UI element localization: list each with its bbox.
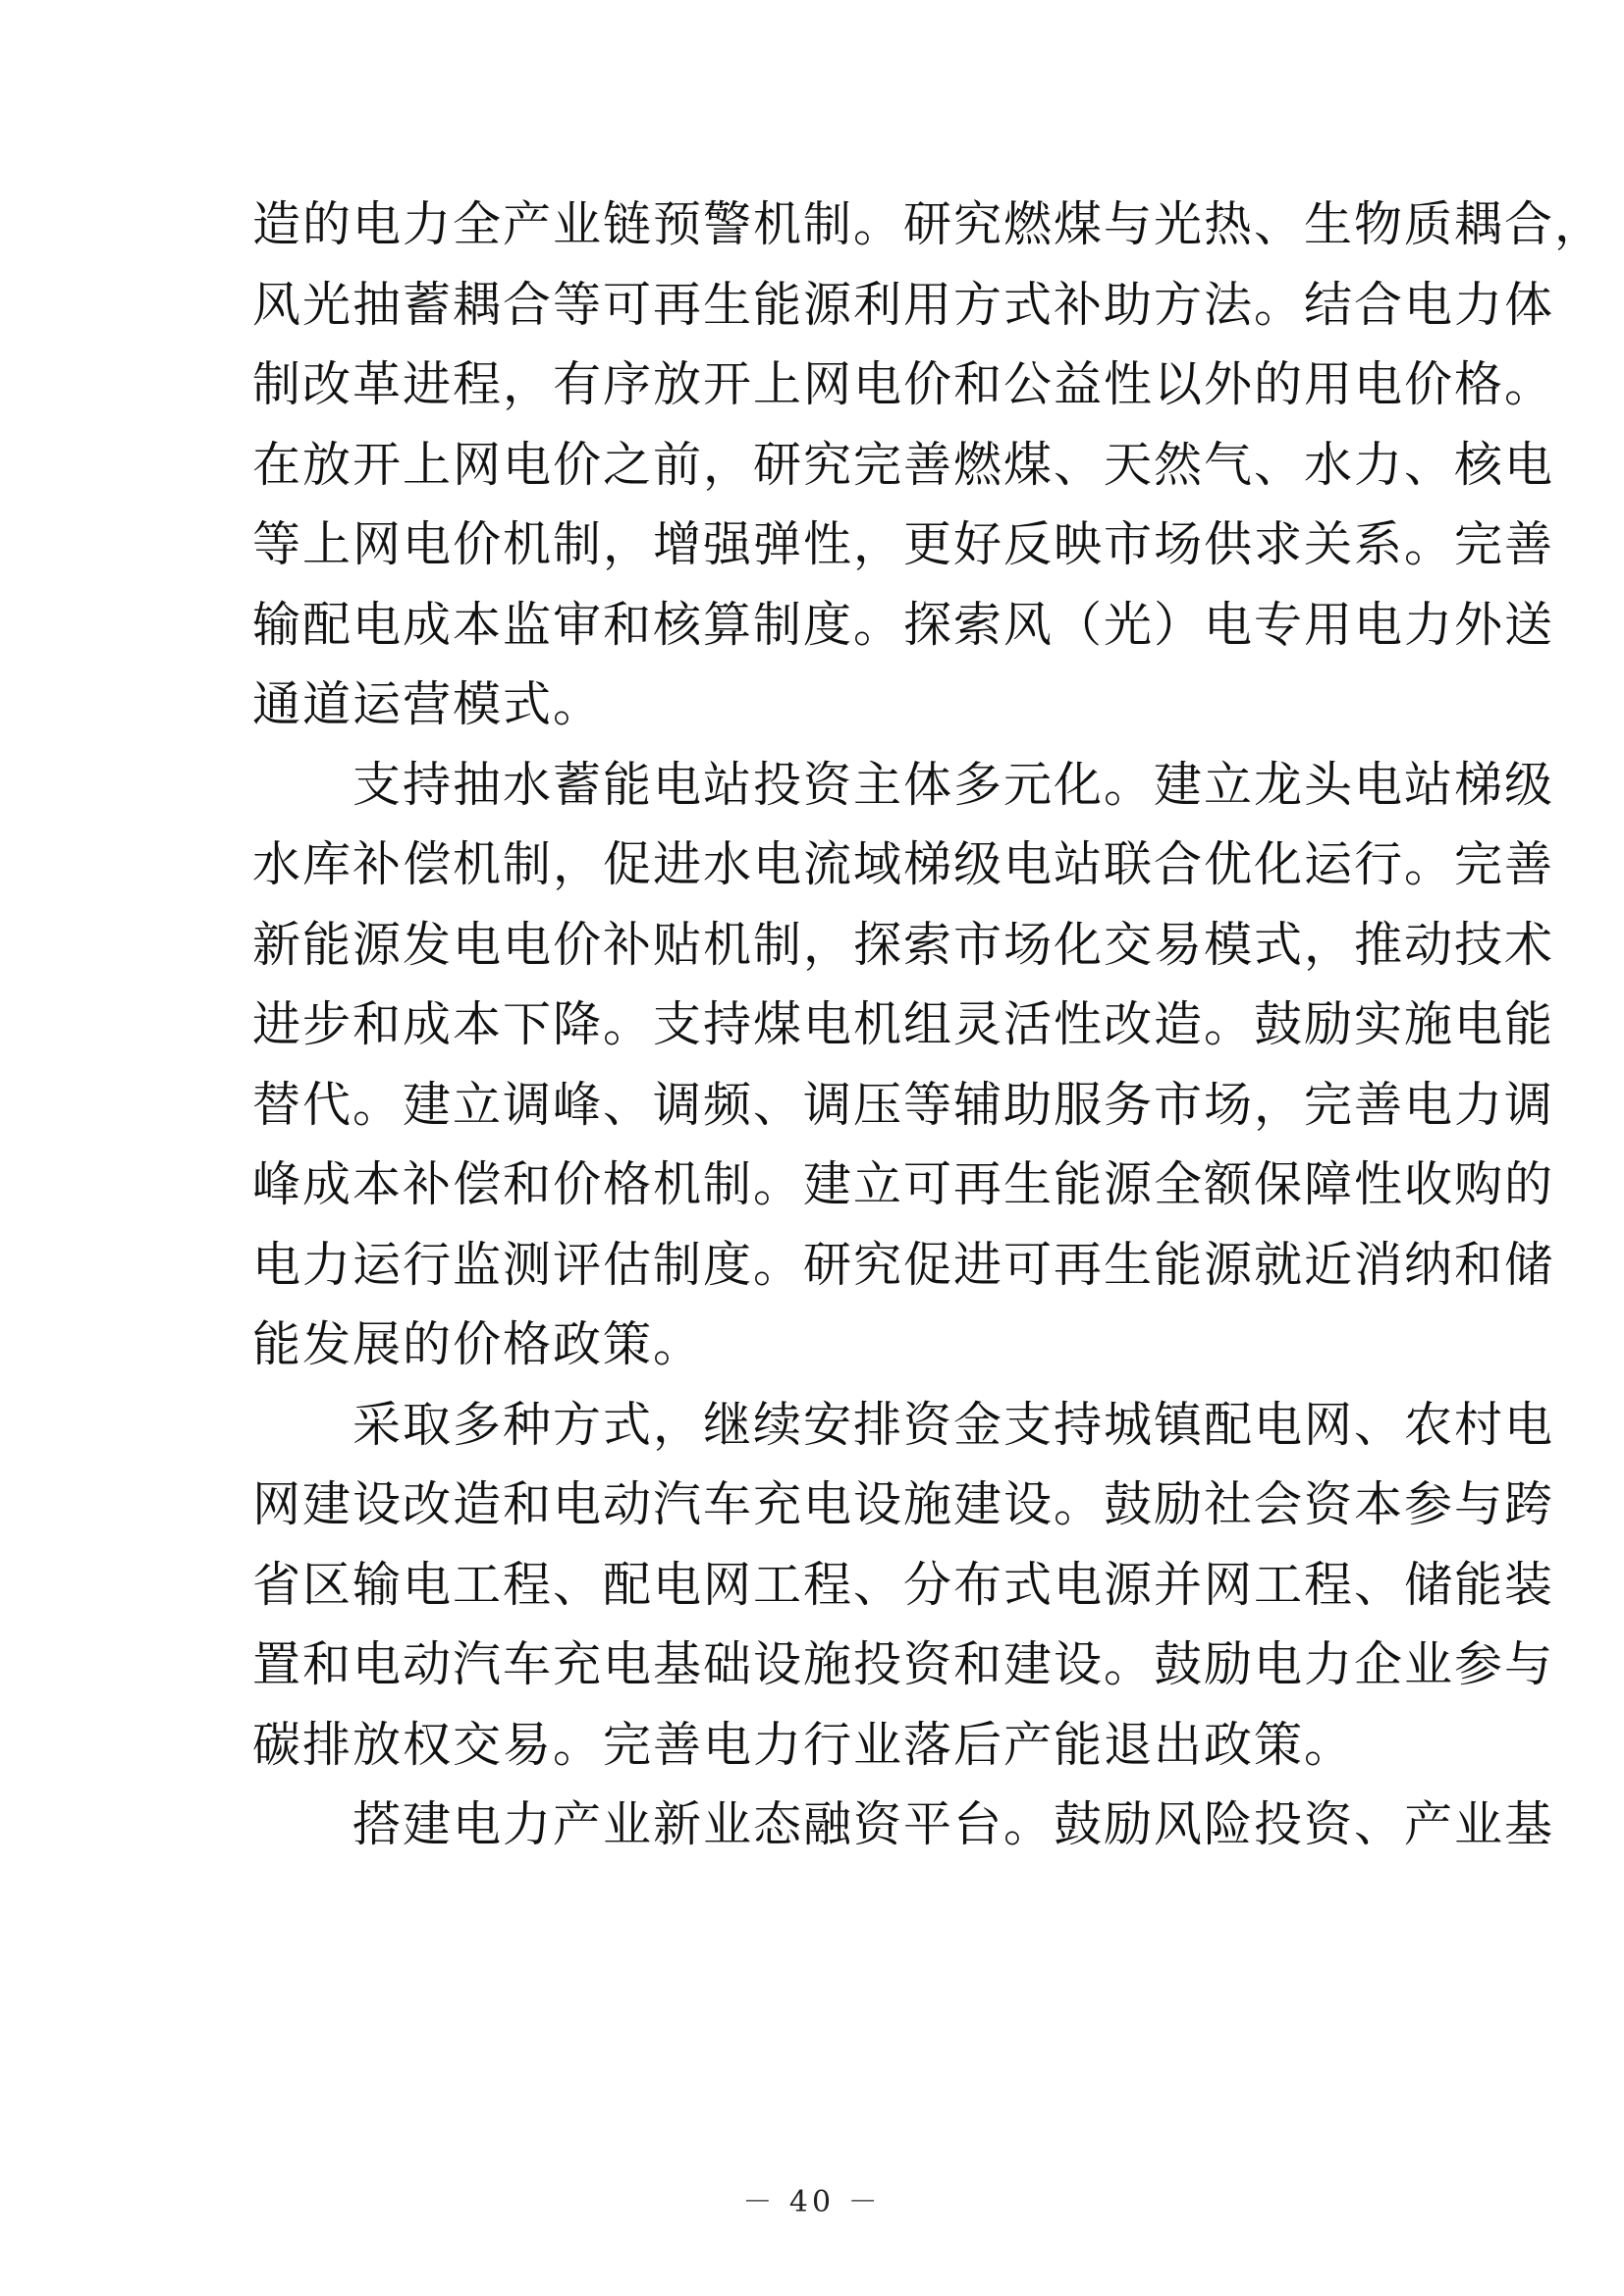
paragraph-3 bbox=[252, 1385, 1555, 1786]
text-line: 省区输电工程、配电网工程、分布式电源并网工程、储能装 bbox=[252, 1556, 1555, 1613]
text-line: 输配电成本监审和核算制度。探索风（光）电专用电力外送 bbox=[252, 596, 1555, 653]
text-line: 水库补偿机制，促进水电流域梯级电站联合优化运行。完善 bbox=[252, 836, 1555, 892]
paragraph-1 bbox=[252, 185, 1605, 745]
text-line: 峰成本补偿和价格机制。建立可再生能源全额保障性收购的 bbox=[252, 1156, 1555, 1212]
text-line: 制改革进程，有序放开上网电价和公益性以外的用电价格。 bbox=[252, 356, 1555, 412]
text-line: 碳排放权交易。完善电力行业落后产能退出政策。 bbox=[252, 1716, 1355, 1773]
page-number: － 40 － bbox=[742, 2185, 882, 2219]
text-line: 在放开上网电价之前，研究完善燃煤、天然气、水力、核电 bbox=[252, 436, 1555, 493]
text-line: 风光抽蓄耦合等可再生能源利用方式补助方法。结合电力体 bbox=[252, 276, 1555, 333]
text-line: 进步和成本下降。支持煤电机组灵活性改造。鼓励实施电能 bbox=[252, 996, 1555, 1052]
text-line: 替代。建立调峰、调频、调压等辅助服务市场，完善电力调 bbox=[252, 1076, 1555, 1133]
text-line: 等上网电价机制，增强弹性，更好反映市场供求关系。完善 bbox=[252, 516, 1555, 572]
text-line: 网建设改造和电动汽车充电设施建设。鼓励社会资本参与跨 bbox=[252, 1476, 1555, 1532]
paragraph-4 bbox=[252, 1785, 1555, 1865]
text-line: 采取多种方式，继续安排资金支持城镇配电网、农村电 bbox=[252, 1396, 1555, 1453]
paragraph-2 bbox=[252, 745, 1555, 1385]
text-line: 置和电动汽车充电基础设施投资和建设。鼓励电力企业参与 bbox=[252, 1636, 1555, 1692]
text-line: 搭建电力产业新业态融资平台。鼓励风险投资、产业基 bbox=[252, 1796, 1555, 1852]
body-text bbox=[252, 185, 1605, 1865]
text-line: 通道运营模式。 bbox=[252, 676, 604, 732]
text-line: 电力运行监测评估制度。研究促进可再生能源就近消纳和储 bbox=[252, 1236, 1555, 1293]
text-line: 支持抽水蓄能电站投资主体多元化。建立龙头电站梯级 bbox=[252, 756, 1555, 813]
text-line: 新能源发电电价补贴机制，探索市场化交易模式，推动技术 bbox=[252, 916, 1555, 973]
text-line: 能发展的价格政策。 bbox=[252, 1316, 704, 1372]
text-line: 造的电力全产业链预警机制。研究燃煤与光热、生物质耦合， bbox=[252, 196, 1605, 252]
